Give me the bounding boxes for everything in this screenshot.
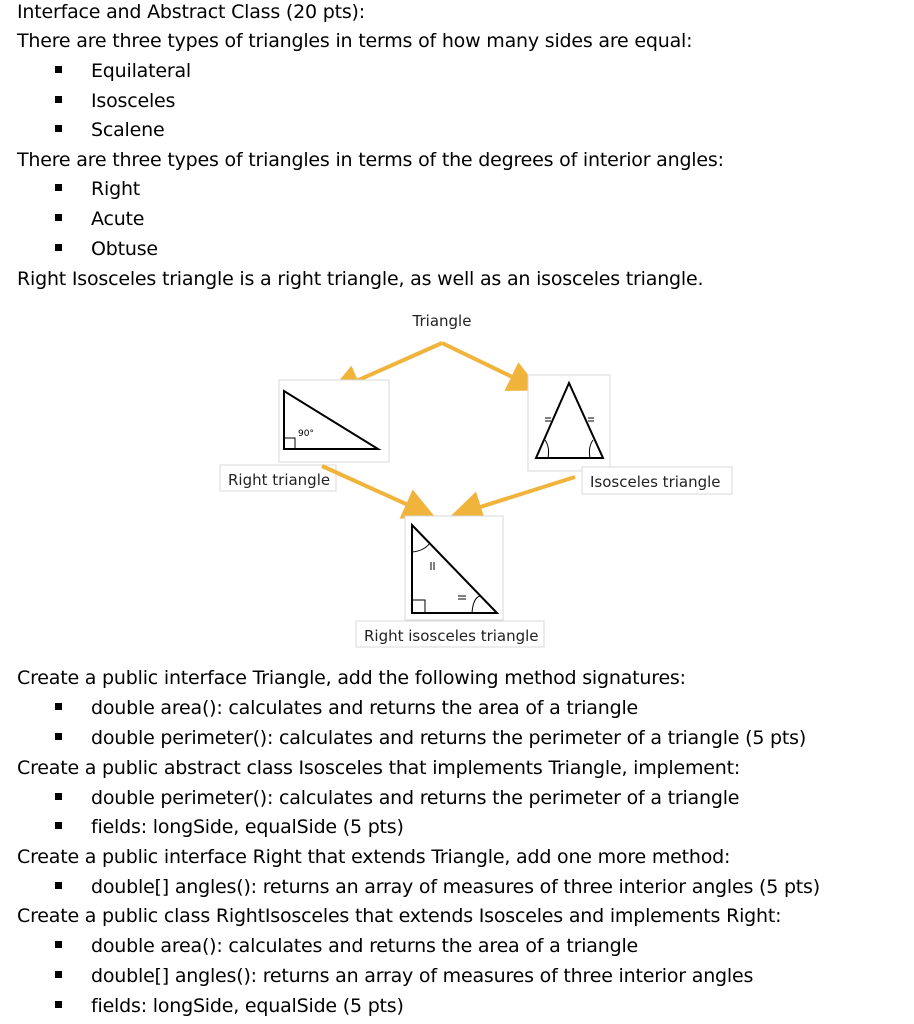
list-item-text: fields: longSide, equalSide (5 pts): [91, 816, 404, 838]
arrow-right-to-right-isosceles: [322, 466, 428, 514]
list-item-text: double area(): calculates and returns the area of a triangle: [91, 935, 639, 957]
list-item-text: Right: [91, 178, 141, 200]
triangle-label: Triangle: [412, 312, 472, 330]
list-item: [55, 934, 638, 958]
list-item-text: Scalene: [91, 119, 165, 141]
list-item-text: double perimeter(): calculates and returns the perimeter of a triangle: [91, 787, 740, 809]
right-isosceles-label: Right isosceles triangle: [364, 627, 539, 645]
arrow-to-isosceles-triangle: [442, 343, 533, 387]
right-triangle-label: Right triangle: [228, 471, 331, 489]
isosceles-triangle-box: [528, 375, 610, 471]
isosceles-triangle-label: Isosceles triangle: [590, 473, 721, 491]
bullet-icon: [55, 1001, 62, 1008]
task-isosceles-intro: Create a public abstract class Isosceles that implements Triangle, implement:: [17, 757, 741, 779]
bullet-icon: [55, 244, 62, 251]
bullet-icon: [55, 822, 62, 829]
list-item-text: Isosceles: [91, 90, 176, 112]
bullet-icon: [55, 214, 62, 221]
bullet-icon: [55, 703, 62, 710]
list-item-text: fields: longSide, equalSide (5 pts): [91, 995, 404, 1017]
list-item-text: Obtuse: [91, 238, 158, 260]
list-item: [55, 89, 175, 113]
list-item-text: double[] angles(): returns an array of measures of three interior angles (5 pts): [91, 876, 820, 898]
sides-intro: There are three types of triangles in terms of how many sides are equal:: [17, 30, 693, 52]
list-item: [55, 994, 404, 1018]
list-item: [55, 696, 638, 720]
list-item: [55, 59, 191, 83]
bullet-icon: [55, 733, 62, 740]
bullet-icon: [55, 971, 62, 978]
bullet-icon: [55, 941, 62, 948]
right-isosceles-note: Right Isosceles triangle is a right triangle, as well as an isosceles triangle.: [17, 268, 704, 290]
list-item: [55, 726, 806, 750]
list-item: [55, 815, 404, 839]
list-item-text: Acute: [91, 208, 145, 230]
bullet-icon: [55, 184, 62, 191]
angle-90-label: 90°: [298, 429, 314, 439]
task-right-isosceles-intro: Create a public class RightIsosceles that extends Isosceles and implements Right:: [17, 905, 782, 927]
task-right-intro: Create a public interface Right that extends Triangle, add one more method:: [17, 846, 731, 868]
bullet-icon: [55, 125, 62, 132]
list-item: [55, 875, 820, 899]
list-item: [55, 118, 164, 142]
bullet-icon: [55, 96, 62, 103]
list-item-text: double area(): calculates and returns the area of a triangle: [91, 697, 639, 719]
list-item: [55, 964, 753, 988]
heading: Interface and Abstract Class (20 pts):: [17, 1, 365, 23]
angles-intro: There are three types of triangles in terms of the degrees of interior angles:: [17, 149, 724, 171]
list-item: [55, 786, 739, 810]
triangle-hierarchy-diagram: [0, 300, 914, 650]
list-item: [55, 177, 140, 201]
arrow-isosceles-to-right-isosceles: [458, 477, 575, 514]
task-triangle-intro: Create a public interface Triangle, add the following method signatures:: [17, 667, 686, 689]
list-item: [55, 207, 144, 231]
list-item-text: double[] angles(): returns an array of measures of three interior angles: [91, 965, 754, 987]
bullet-icon: [55, 66, 62, 73]
bullet-icon: [55, 793, 62, 800]
list-item-text: Equilateral: [91, 60, 191, 82]
list-item: [55, 237, 158, 261]
bullet-icon: [55, 882, 62, 889]
list-item-text: double perimeter(): calculates and returns the perimeter of a triangle (5 pts): [91, 727, 807, 749]
